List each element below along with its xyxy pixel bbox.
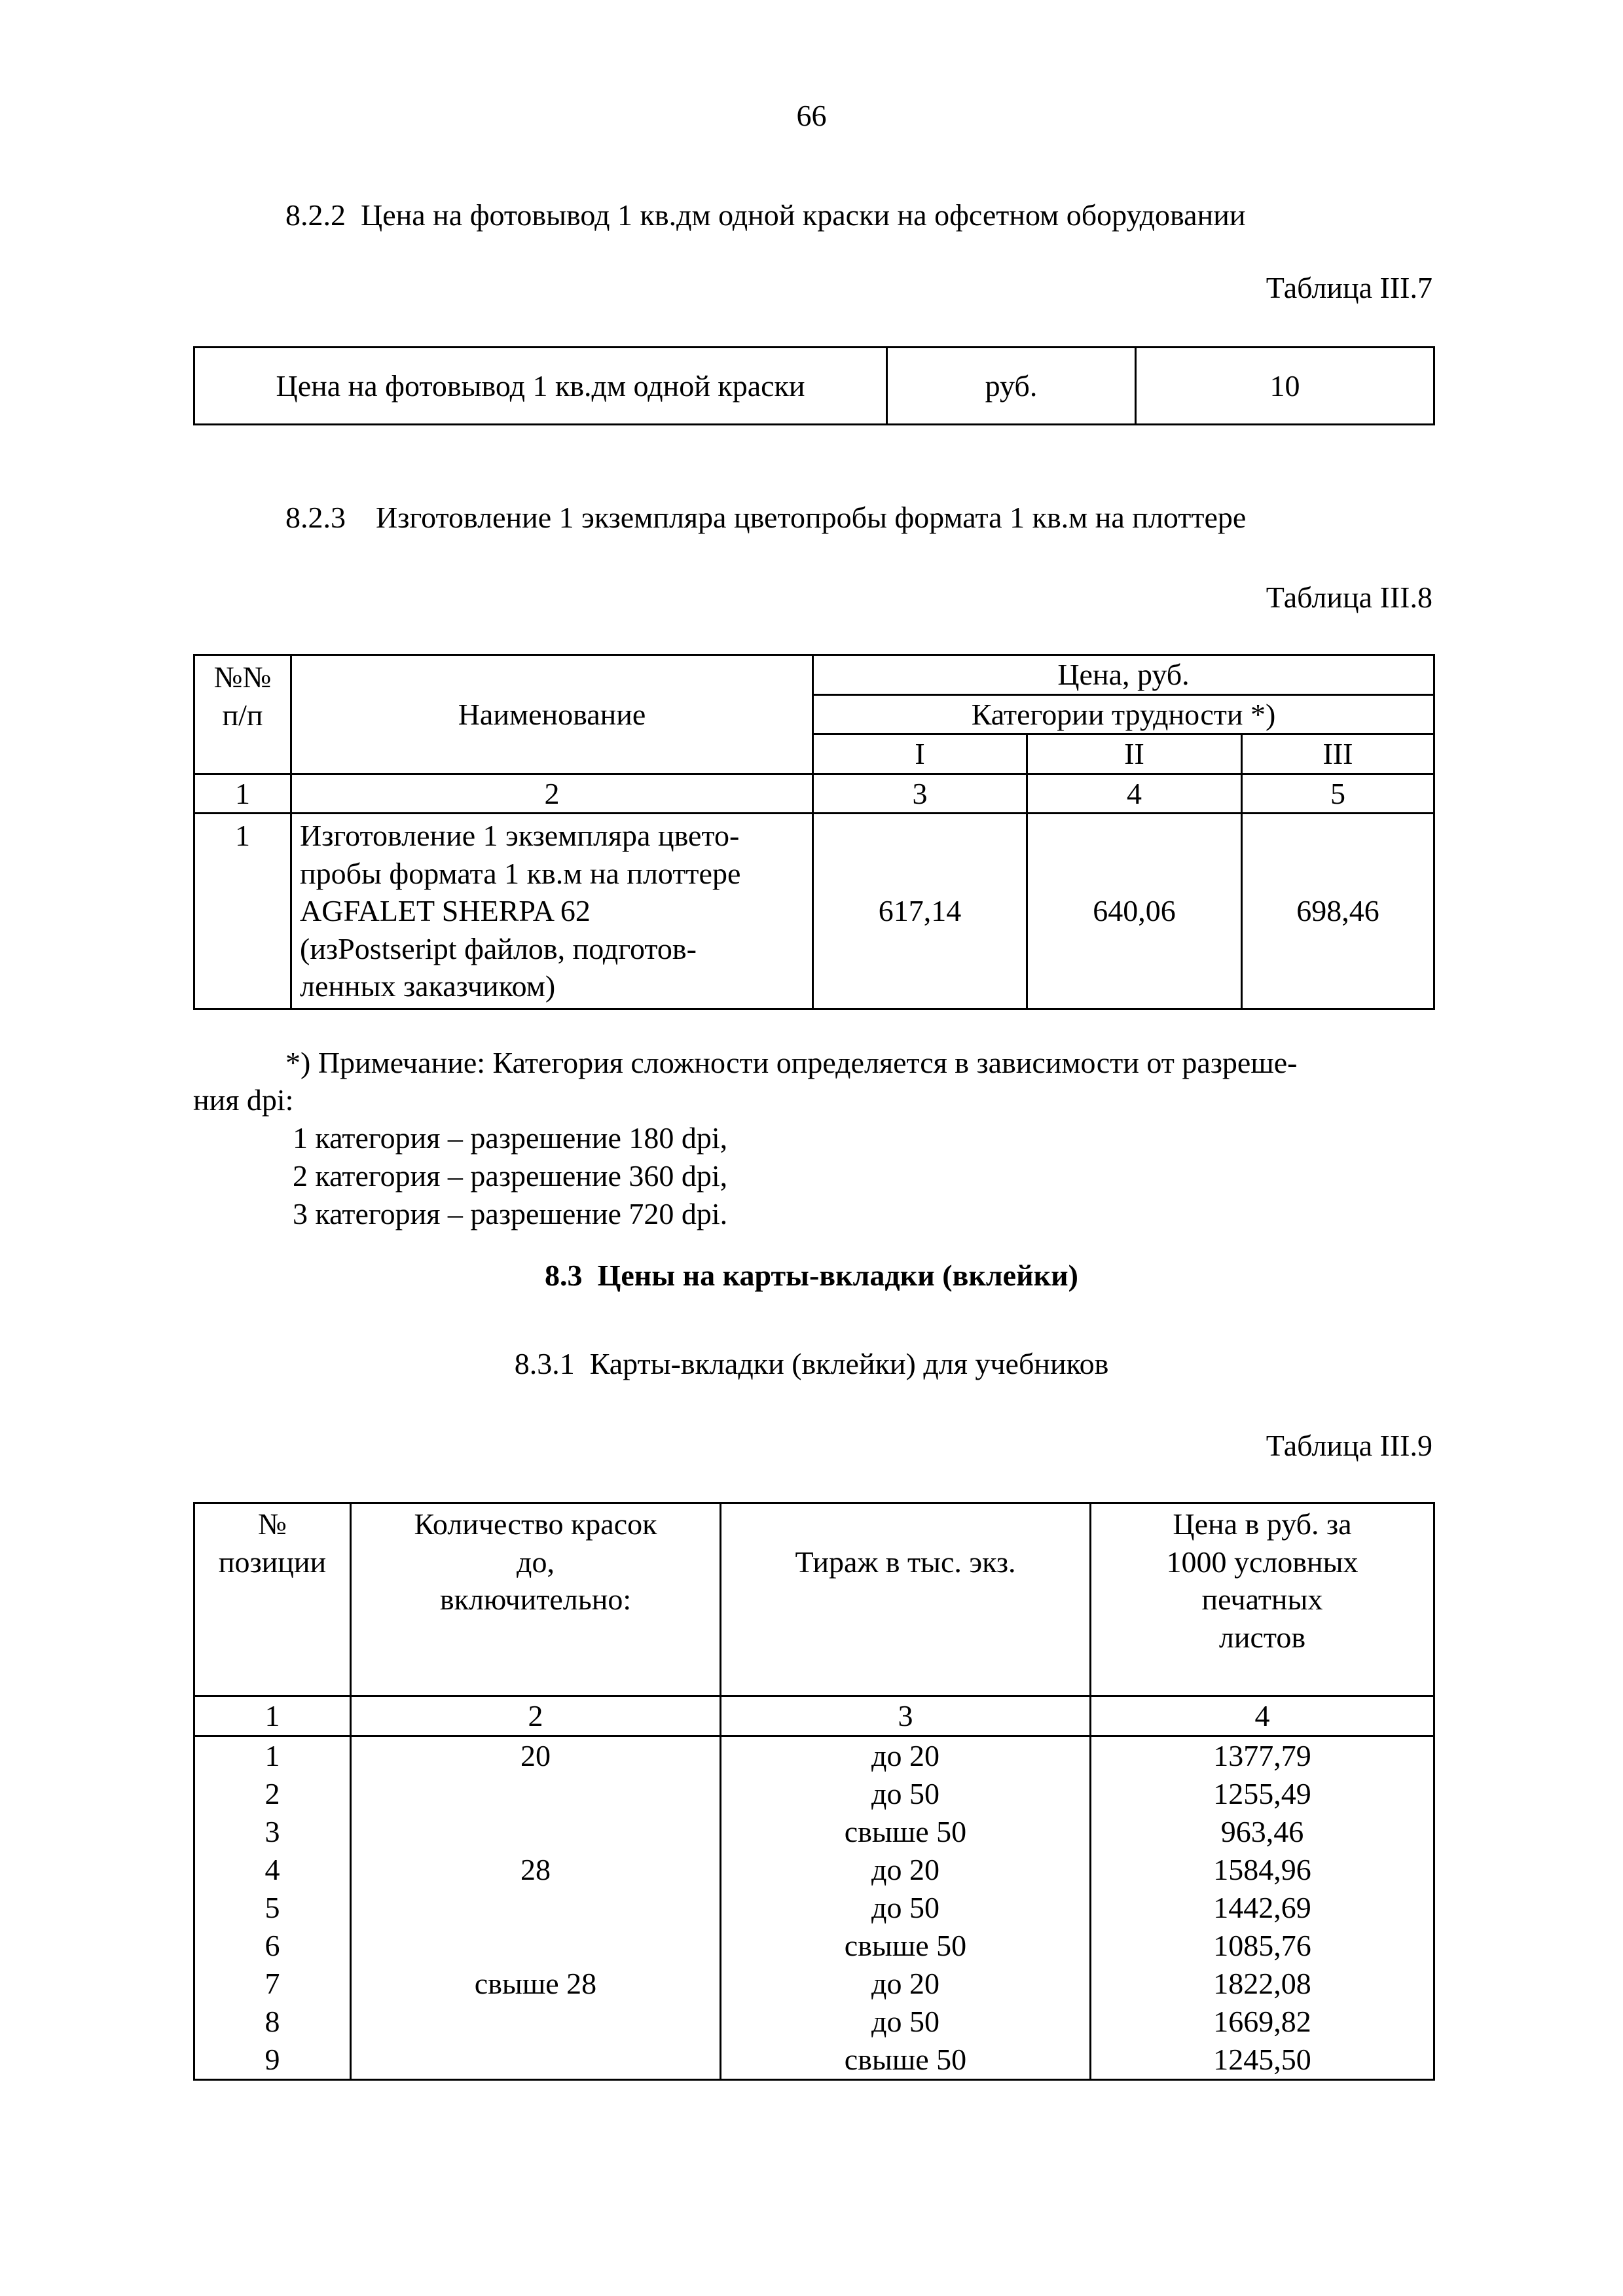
table-body-row [194, 1736, 1434, 2079]
table-row [194, 348, 1434, 425]
column-number: 4 [1027, 774, 1242, 814]
row-name-line: (изPostseript файлов, подготов- [300, 931, 697, 965]
row-name [291, 814, 813, 1009]
price-value: 1822,08 [1213, 1966, 1311, 2000]
section-heading-8-3-1: 8.3.1 Карты-вкладки (вклейки) для учебников [514, 1347, 1109, 1380]
header-categories-cell: Категории трудности *) [813, 694, 1434, 734]
table-cell-name: Цена на фотовывод 1 кв.дм одной краски [194, 348, 887, 425]
row-price-iii: 698,46 [1242, 814, 1434, 1009]
table-cell-value: 10 [1136, 348, 1434, 425]
table-header-row [194, 1503, 1434, 1696]
header-name-cell: Наименование [291, 655, 813, 774]
price-value: 963,46 [1220, 1814, 1304, 1848]
header-price-cell [1091, 1503, 1434, 1696]
run-value: до 50 [871, 2004, 939, 2038]
note-item: 2 категория – разрешение 360 dpi, [293, 1159, 728, 1193]
colors-value: 28 [520, 1852, 551, 1886]
section-heading-8-2-2: 8.2.2 Цена на фотовывод 1 кв.дм одной краски на офсетном оборудовании [285, 198, 1246, 232]
table-label-iii-8: Таблица III.8 [1266, 581, 1432, 614]
header-colors-line: до, [517, 1545, 555, 1579]
header-category-iii: III [1242, 734, 1434, 774]
colors-value: свыше 28 [474, 1966, 597, 2000]
position-value: 1 [264, 1738, 280, 1772]
price-value: 1377,79 [1213, 1738, 1311, 1772]
position-value: 4 [264, 1852, 280, 1886]
header-price-line: печатных [1201, 1583, 1323, 1616]
prices-column [1091, 1736, 1434, 2079]
section-heading-8-3: 8.3 Цены на карты-вкладки (вклейки) [545, 1259, 1078, 1292]
position-value: 7 [264, 1966, 280, 2000]
price-value: 1245,50 [1213, 2042, 1311, 2076]
run-value: до 50 [871, 1776, 939, 1810]
header-position-cell [194, 1503, 351, 1696]
price-value: 1669,82 [1213, 2004, 1311, 2038]
position-value: 9 [264, 2042, 280, 2076]
position-value: 2 [264, 1776, 280, 1810]
header-category-ii: II [1027, 734, 1242, 774]
row-price-i: 617,14 [813, 814, 1027, 1009]
header-position-line: № [258, 1507, 287, 1541]
colors-value [357, 1775, 714, 1813]
row-number: 1 [194, 814, 291, 1009]
position-value: 5 [264, 1890, 280, 1924]
header-number-label-2: п/п [222, 698, 263, 732]
row-name-line: AGFALET SHERPA 62 [300, 894, 591, 927]
table-column-number-row [194, 1696, 1434, 1736]
page-number: 66 [796, 99, 827, 132]
colors-column [351, 1736, 721, 2079]
table-column-number-row [194, 774, 1434, 814]
position-value: 3 [264, 1814, 280, 1848]
run-value: свыше 50 [844, 1928, 967, 1962]
header-colors-line: включительно: [439, 1583, 632, 1616]
colors-value [357, 2041, 714, 2079]
run-value: свыше 50 [844, 1814, 967, 1848]
row-price-ii: 640,06 [1027, 814, 1242, 1009]
table-header-row [194, 655, 1434, 695]
header-run-label: Тираж в тыс. экз. [795, 1545, 1016, 1579]
table-row [194, 814, 1434, 1009]
table-label-iii-7: Таблица III.7 [1266, 271, 1432, 304]
section-heading-8-2-3: 8.2.3 Изготовление 1 экземпляра цветопробы формата 1 кв.м на плоттере [285, 501, 1247, 534]
run-value: до 20 [871, 1966, 939, 2000]
column-number: 1 [194, 1696, 351, 1736]
header-colors-cell [351, 1503, 721, 1696]
run-value: до 50 [871, 1890, 939, 1924]
run-value: до 20 [871, 1852, 939, 1886]
table-label-iii-9: Таблица III.9 [1266, 1429, 1432, 1462]
column-number: 2 [351, 1696, 721, 1736]
header-price-line: Цена в руб. за [1173, 1507, 1352, 1541]
row-name-line: ленных заказчиком) [300, 969, 556, 1003]
note-item: 1 категория – разрешение 180 dpi, [293, 1121, 728, 1155]
header-colors-line: Количество красок [414, 1507, 657, 1541]
column-number: 2 [291, 774, 813, 814]
header-number-cell [194, 655, 291, 774]
header-price-line: 1000 условных [1166, 1545, 1359, 1579]
run-value: свыше 50 [844, 2042, 967, 2076]
header-number-label: №№ [213, 660, 272, 694]
position-value: 6 [264, 1928, 280, 1962]
header-position-line: позиции [218, 1545, 327, 1579]
table-iii-9 [193, 1502, 1435, 2081]
header-run-cell [721, 1503, 1091, 1696]
colors-value [357, 1813, 714, 1851]
price-value: 1442,69 [1213, 1890, 1311, 1924]
header-category-i: I [813, 734, 1027, 774]
column-number: 1 [194, 774, 291, 814]
note-first-line: *) Примечание: Категория сложности определяется в зависимости от разреше- [285, 1046, 1298, 1079]
column-number: 3 [813, 774, 1027, 814]
price-value: 1584,96 [1213, 1852, 1311, 1886]
column-number: 4 [1091, 1696, 1434, 1736]
row-name-line: Изготовление 1 экземпляра цвето- [300, 819, 740, 852]
price-value: 1255,49 [1213, 1776, 1311, 1810]
column-number: 3 [721, 1696, 1091, 1736]
row-name-line: пробы формата 1 кв.м на плоттере [300, 856, 741, 890]
colors-value [357, 1889, 714, 1927]
colors-value [357, 1927, 714, 1965]
run-value: до 20 [871, 1738, 939, 1772]
note-item: 3 категория – разрешение 720 dpi. [293, 1197, 728, 1230]
table-iii-8 [193, 654, 1435, 1010]
table-iii-7 [193, 346, 1435, 425]
price-value: 1085,76 [1213, 1928, 1311, 1962]
position-value: 8 [264, 2004, 280, 2038]
header-price-line: листов [1218, 1620, 1306, 1654]
column-number: 5 [1242, 774, 1434, 814]
table-cell-unit: руб. [887, 348, 1136, 425]
header-price-cell: Цена, руб. [813, 655, 1434, 695]
runs-column [721, 1736, 1091, 2079]
positions-column [194, 1736, 351, 2079]
colors-value [357, 2003, 714, 2041]
note-second-line: ния dpi: [193, 1083, 294, 1117]
colors-value: 20 [520, 1738, 551, 1772]
